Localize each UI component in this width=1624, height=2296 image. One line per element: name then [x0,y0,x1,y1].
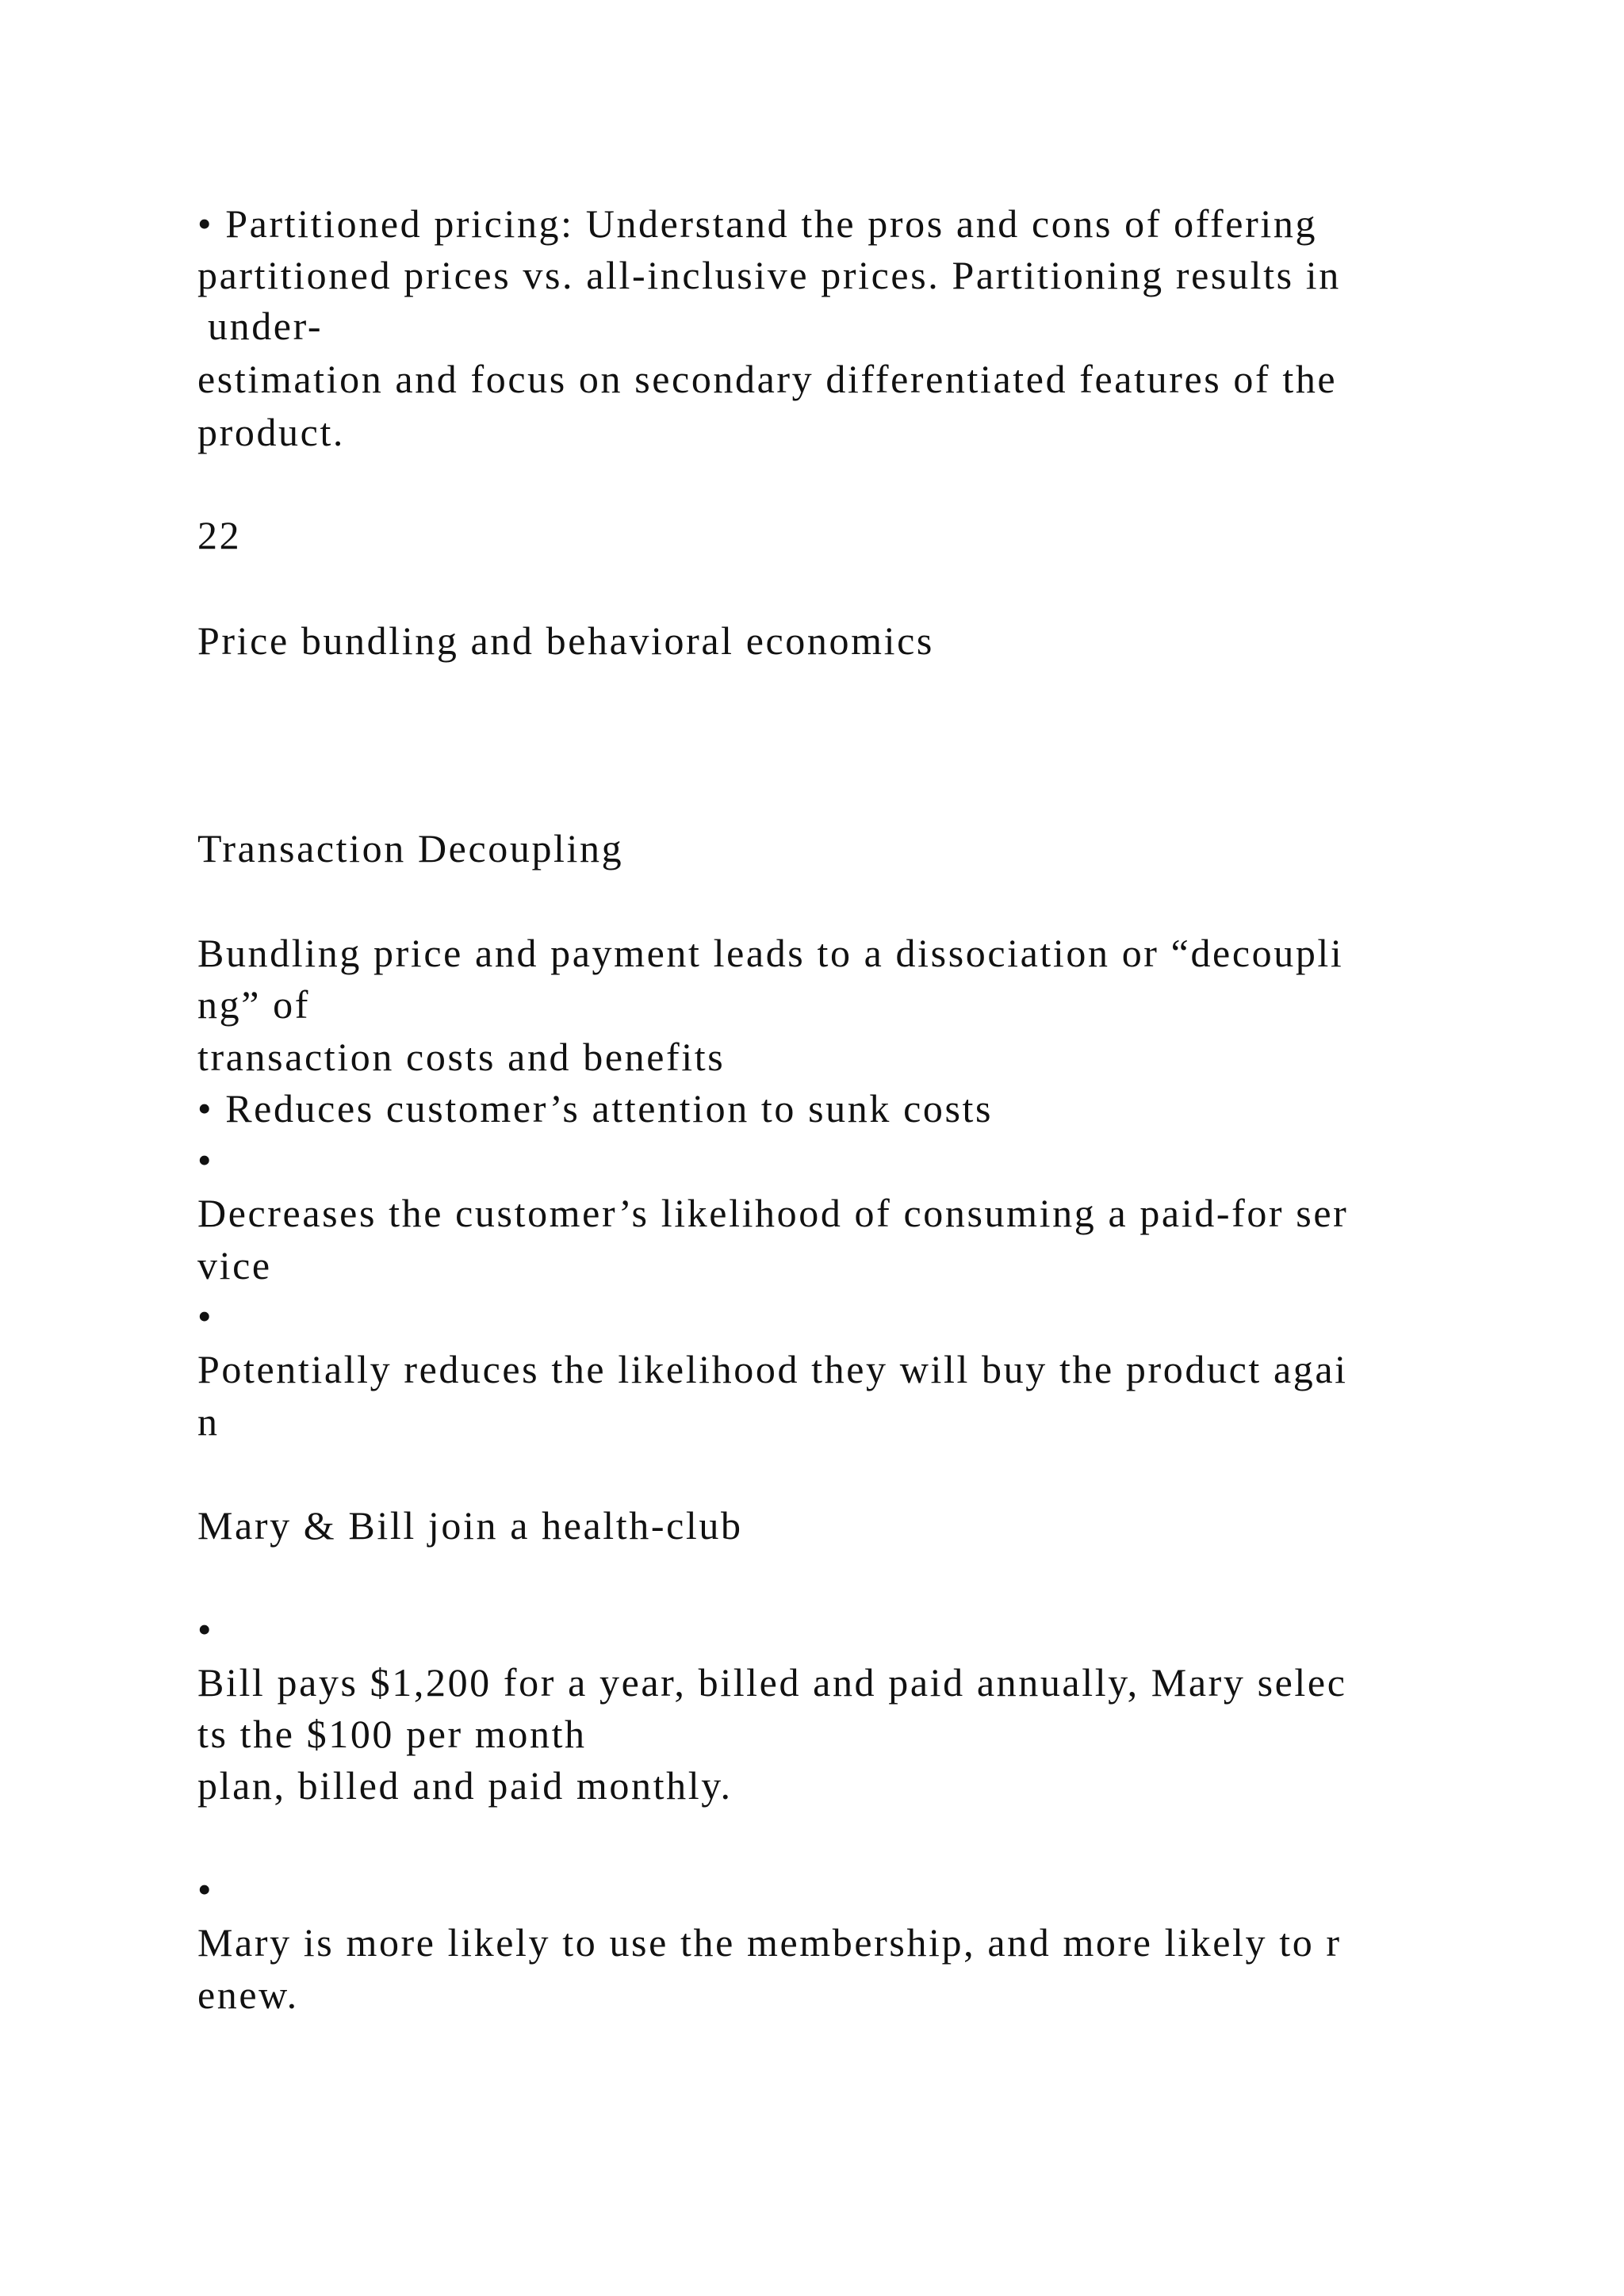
text-line: Bill pays $1,200 for a year, billed and paid annually, Mary selec [197,1660,1347,1705]
text-line: transaction costs and benefits [197,1035,726,1079]
section-heading: Price bundling and behavioral economics [197,618,934,663]
text-line: under- [208,304,324,348]
text-line: enew. [197,1973,299,2017]
text-line: ng” of [197,982,310,1027]
text-line: Decreases the customer’s likelihood of consuming a paid-for ser [197,1191,1349,1235]
text-line: • Partitioned pricing: Understand the pros and cons of offering [197,201,1318,246]
text-line: Potentially reduces the likelihood they will buy the product agai [197,1347,1348,1391]
bullet-marker: • [197,1138,214,1182]
text-line: vice [197,1243,272,1288]
text-line: Bundling price and payment leads to a dissociation or “decoupli [197,931,1344,975]
text-line: partitioned prices vs. all-inclusive prices. Partitioning results in [197,253,1341,297]
bullet-marker: • [197,1607,214,1651]
section-heading: Transaction Decoupling [197,826,624,871]
text-line: estimation and focus on secondary differentiated features of the [197,357,1338,401]
bullet-marker: • [197,1294,214,1338]
text-line: ts the $100 per month [197,1712,587,1756]
page-number: 22 [197,513,242,557]
text-line: product. [197,410,346,454]
text-line: Mary & Bill join a health-club [197,1503,743,1548]
bullet-marker: • [197,1867,214,1911]
text-line: n [197,1399,220,1444]
text-line: Mary is more likely to use the membership, and more likely to r [197,1920,1342,1965]
text-line: plan, billed and paid monthly. [197,1763,733,1808]
text-line: • Reduces customer’s attention to sunk costs [197,1086,994,1131]
